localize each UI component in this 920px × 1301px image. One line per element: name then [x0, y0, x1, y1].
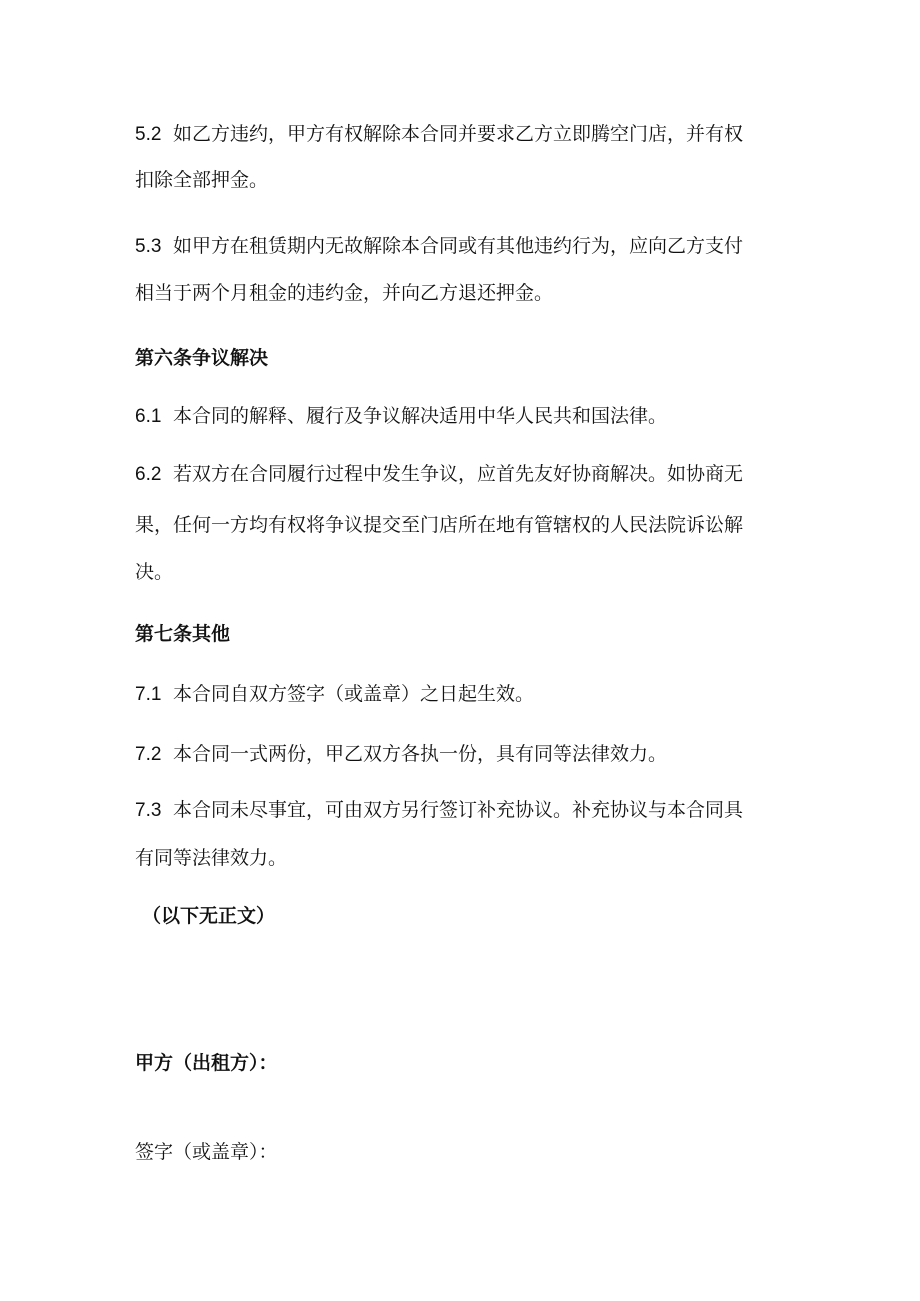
clause-text: 如乙方违约，甲方有权解除本合同并要求乙方立即腾空门店，并有权: [173, 123, 744, 145]
clause-text: 本合同的解释、履行及争议解决适用中华人民共和国法律。: [173, 405, 668, 427]
clause-6-1: [135, 402, 667, 431]
clause-text: 本合同一式两份，甲乙双方各执一份，具有同等法律效力。: [173, 743, 668, 765]
clause-7-2: [135, 740, 667, 769]
clause-text: 本合同未尽事宜，可由双方另行签订补充协议。补充协议与本合同具: [173, 799, 744, 821]
clause-5-3-continued: 相当于两个月租金的违约金，并向乙方退还押金。: [135, 282, 554, 304]
clause-text: 若双方在合同履行过程中发生争议，应首先友好协商解决。如协商无: [173, 463, 744, 485]
clause-number: 6.2: [135, 464, 162, 485]
signature-label: 签字（或盖章）：: [135, 1141, 278, 1163]
clause-text: 本合同自双方签字（或盖章）之日起生效。: [173, 683, 535, 705]
end-note: （以下无正文）: [142, 905, 276, 927]
section-heading-7: 第七条其他: [135, 623, 231, 645]
clause-number: 7.2: [135, 744, 162, 765]
clause-5-3: [135, 232, 743, 261]
section-heading-6: 第六条争议解决: [135, 347, 269, 369]
clause-7-3: [135, 796, 743, 825]
clause-text: 如甲方在租赁期内无故解除本合同或有其他违约行为，应向乙方支付: [173, 235, 744, 257]
clause-number: 6.1: [135, 406, 162, 427]
clause-number: 5.2: [135, 124, 162, 145]
clause-6-2-continued: 果，任何一方均有权将争议提交至门店所在地有管辖权的人民法院诉讼解: [135, 514, 744, 536]
party-a-label: 甲方（出租方）：: [135, 1052, 278, 1074]
clause-5-2: [135, 120, 743, 149]
clause-6-2-continued-2: 决。: [135, 561, 174, 583]
clause-6-2: [135, 460, 743, 489]
clause-5-2-continued: 扣除全部押金。: [135, 169, 269, 191]
clause-7-1: [135, 680, 534, 709]
clause-number: 5.3: [135, 236, 162, 257]
clause-7-3-continued: 有同等法律效力。: [135, 847, 288, 869]
clause-number: 7.3: [135, 800, 162, 821]
clause-number: 7.1: [135, 684, 162, 705]
